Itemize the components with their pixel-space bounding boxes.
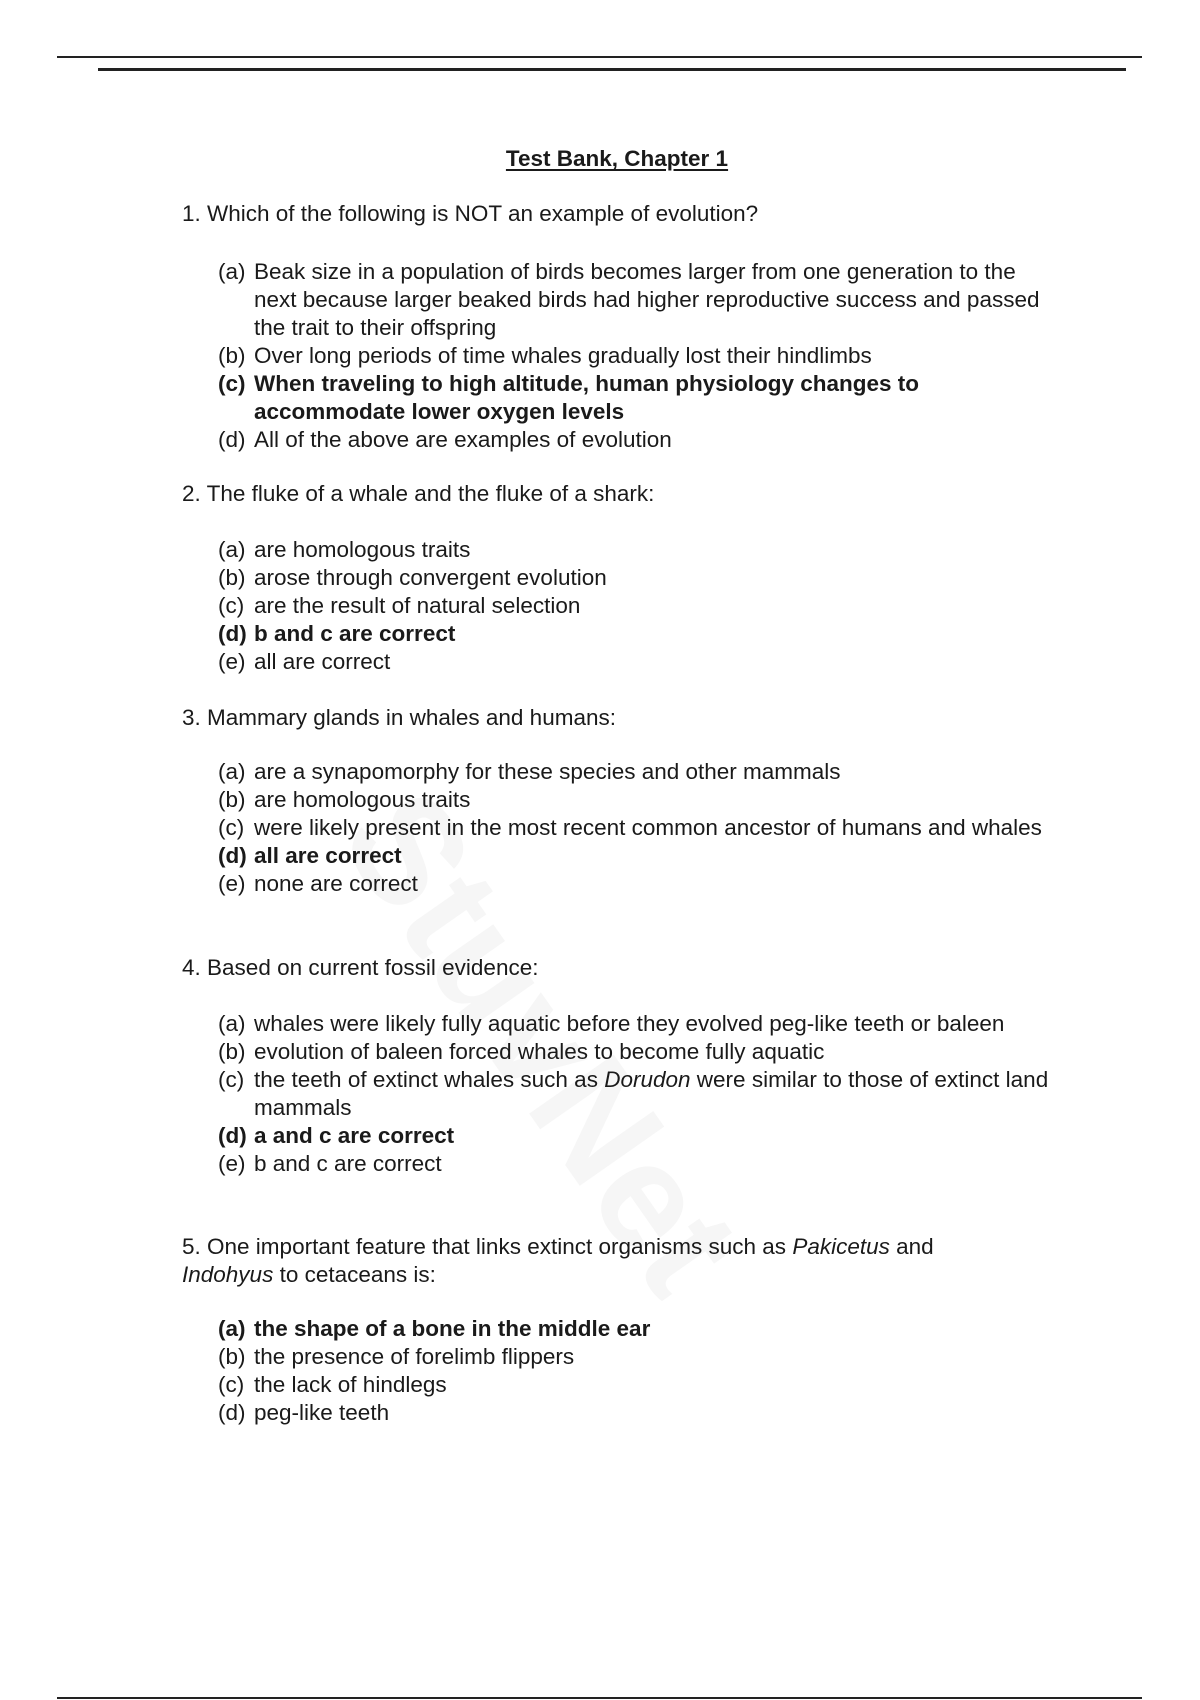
option-b (218, 786, 1058, 814)
footer-rule (57, 1697, 1142, 1699)
question-4-options (218, 1010, 1058, 1178)
option-label: (b) (218, 1344, 246, 1369)
option-text: are homologous traits (254, 787, 471, 812)
option-text: all are correct (254, 649, 391, 674)
question-number: 3. (182, 705, 201, 730)
question-4-stem (182, 954, 1052, 982)
option-label: (a) (218, 537, 246, 562)
question-text-start: One important feature that links extinct organisms such as (207, 1234, 787, 1259)
option-text: b and c are correct (254, 621, 456, 646)
option-a-correct (218, 1315, 1058, 1343)
option-text: are a synapomorphy for these species and other mammals (254, 759, 841, 784)
option-text: arose through convergent evolution (254, 565, 607, 590)
question-1-options (218, 258, 1058, 454)
genus-pakicetus: Pakicetus (792, 1234, 890, 1259)
option-a (218, 1010, 1058, 1038)
option-e (218, 648, 1058, 676)
option-label: (a) (218, 1011, 246, 1036)
option-text: All of the above are examples of evolution (254, 427, 672, 452)
option-label: (c) (218, 1372, 245, 1397)
question-2-options (218, 536, 1058, 676)
option-label: (b) (218, 565, 246, 590)
option-label: (c) (218, 371, 246, 396)
question-3-stem (182, 704, 1052, 732)
question-1-stem (182, 200, 1052, 228)
option-label: (a) (218, 759, 246, 784)
option-label: (d) (218, 621, 247, 646)
option-a (218, 758, 1058, 786)
question-text: The fluke of a whale and the fluke of a shark: (206, 481, 655, 506)
question-text-mid: and (896, 1234, 934, 1259)
option-e (218, 870, 1058, 898)
option-d (218, 1399, 1058, 1427)
option-label: (e) (218, 1151, 246, 1176)
option-text: the shape of a bone in the middle ear (254, 1316, 651, 1341)
question-number: 5. (182, 1234, 201, 1259)
option-text-start: the teeth of extinct whales such as (254, 1067, 598, 1092)
option-label: (d) (218, 1123, 247, 1148)
option-d (218, 426, 1058, 454)
option-text: are the result of natural selection (254, 593, 581, 618)
option-d-correct (218, 620, 1058, 648)
option-d-correct (218, 1122, 1058, 1150)
option-c (218, 1066, 1058, 1122)
question-2-stem (182, 480, 1052, 508)
option-text: Over long periods of time whales gradually lost their hindlimbs (254, 343, 872, 368)
question-5-stem (182, 1233, 1052, 1289)
option-c (218, 814, 1058, 842)
option-label: (b) (218, 343, 246, 368)
option-label: (e) (218, 871, 246, 896)
option-b (218, 564, 1058, 592)
option-a (218, 258, 1058, 342)
option-text: all are correct (254, 843, 402, 868)
option-label: (a) (218, 1316, 246, 1341)
option-label: (c) (218, 815, 245, 840)
page-title: Test Bank, Chapter 1 (505, 146, 729, 171)
option-label: (b) (218, 1039, 246, 1064)
option-text: a and c are correct (254, 1123, 455, 1148)
option-text: are homologous traits (254, 537, 471, 562)
option-text: evolution of baleen forced whales to become fully aquatic (254, 1039, 825, 1064)
option-text: the lack of hindlegs (254, 1372, 447, 1397)
option-c (218, 1371, 1058, 1399)
header-rule-thick (98, 68, 1126, 71)
question-number: 2. (182, 481, 201, 506)
option-label: (d) (218, 427, 246, 452)
header-rule-thin (57, 56, 1142, 58)
question-number: 1. (182, 201, 201, 226)
option-b (218, 1343, 1058, 1371)
option-d-correct (218, 842, 1058, 870)
option-a (218, 536, 1058, 564)
genus-dorudon: Dorudon (604, 1067, 691, 1092)
option-text: were likely present in the most recent common ancestor of humans and whales (254, 815, 1042, 840)
option-b (218, 342, 1058, 370)
option-text: none are correct (254, 871, 418, 896)
option-label: (a) (218, 259, 246, 284)
option-label: (c) (218, 1067, 245, 1092)
question-text: Which of the following is NOT an example of evolution? (207, 201, 759, 226)
option-c-correct (218, 370, 1058, 426)
option-text: the presence of forelimb flippers (254, 1344, 575, 1369)
option-text-end: were similar to those of extinct land mammals (254, 1067, 1049, 1120)
question-number: 4. (182, 955, 201, 980)
option-label: (b) (218, 787, 246, 812)
option-text: whales were likely fully aquatic before they evolved peg-like teeth or baleen (254, 1011, 1005, 1036)
option-text: peg-like teeth (254, 1400, 390, 1425)
question-text-end: to cetaceans is: (279, 1262, 436, 1287)
option-label: (d) (218, 843, 247, 868)
option-c (218, 592, 1058, 620)
option-b (218, 1038, 1058, 1066)
option-text: Beak size in a population of birds becomes larger from one generation to the next because larger beaked birds had higher reproductive success and passed the trait to their offspring (254, 259, 1040, 340)
option-text: b and c are correct (254, 1151, 442, 1176)
option-e (218, 1150, 1058, 1178)
option-text (254, 1066, 1058, 1122)
option-text: When traveling to high altitude, human physiology changes to accommodate lower oxygen levels (254, 371, 920, 424)
question-5-options (218, 1315, 1058, 1427)
option-label: (c) (218, 593, 245, 618)
option-label: (e) (218, 649, 246, 674)
option-label: (d) (218, 1400, 246, 1425)
genus-indohyus: Indohyus (182, 1262, 274, 1287)
question-text: Mammary glands in whales and humans: (207, 705, 616, 730)
question-text: Based on current fossil evidence: (207, 955, 539, 980)
question-3-options (218, 758, 1058, 898)
